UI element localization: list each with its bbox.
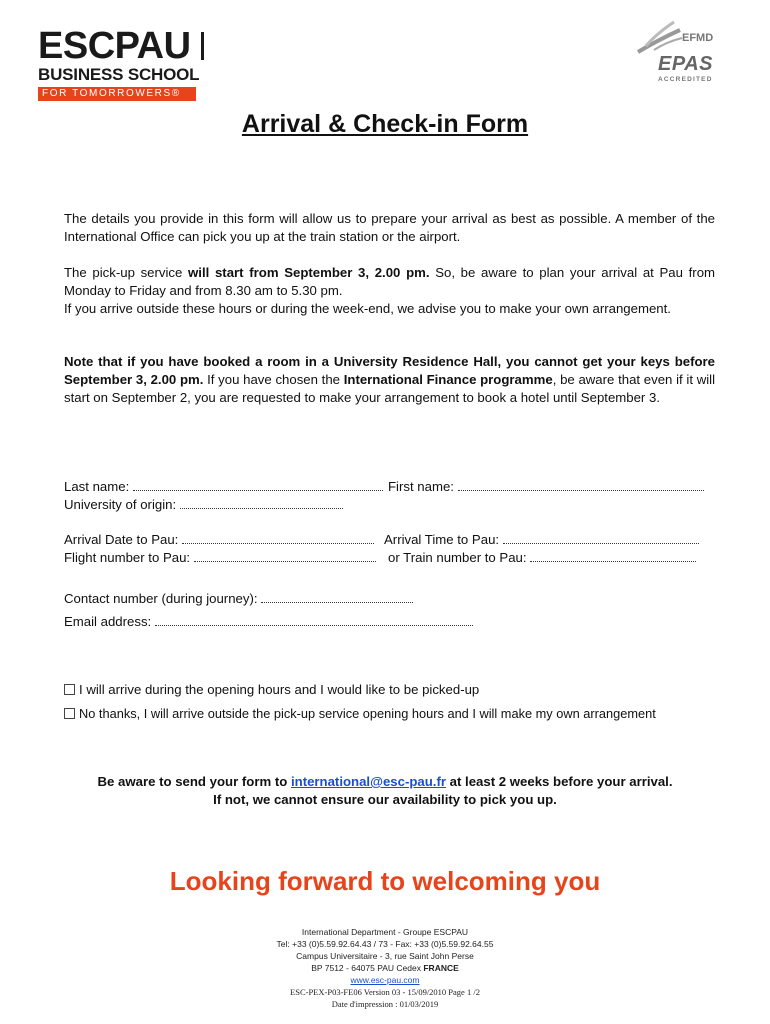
footer-campus: Campus Universitaire - 3, rue Saint John Perse	[296, 951, 474, 961]
first-name-input[interactable]	[458, 478, 704, 491]
outside-hours-paragraph: If you arrive outside these hours or during the week-end, we advise you to make your own arrangement.	[64, 301, 671, 316]
footer-department: International Department - Groupe ESCPAU	[301, 927, 469, 937]
last-name-input[interactable]	[133, 478, 383, 491]
page-title: Arrival & Check-in Form	[241, 110, 529, 138]
email-label: Email address:	[64, 614, 152, 629]
efmd-label: EFMD	[682, 32, 714, 44]
send-form-notice: Be aware to send your form to international@esc-pau.fr at least 2 weeks before your arrival.	[97, 774, 673, 789]
international-email-link[interactable]: international@esc-pau.fr	[290, 774, 446, 789]
accredited-label: ACCREDITED	[658, 76, 713, 83]
last-name-label: Last name:	[64, 479, 130, 494]
no-pickup-checkbox[interactable]	[64, 708, 75, 719]
email-input[interactable]	[155, 613, 473, 626]
arrival-time-label: Arrival Time to Pau:	[384, 532, 500, 547]
no-pickup-option-label: No thanks, I will arrive outside the pick-up service opening hours and I will make my own arrangement	[79, 706, 656, 721]
flight-number-input[interactable]	[194, 549, 376, 562]
logo-wordmark: ESCPAU	[38, 25, 191, 67]
efmd-epas-logo	[632, 18, 722, 90]
arrival-time-field[interactable]	[384, 531, 699, 549]
university-label: University of origin:	[64, 497, 177, 512]
pickup-paragraph: The pick-up service will start from September 3, 2.00 pm. So, be aware to plan your arrival at Pau from Monday to Friday and from 8.30 am to 5.30 pm.	[64, 265, 716, 298]
footer-phone: Tel: +33 (0)5.59.92.64.43 / 73 - Fax: +33 (0)5.59.92.64.55	[276, 939, 494, 949]
escpau-logo	[38, 25, 204, 101]
contact-number-label: Contact number (during journey):	[64, 591, 258, 606]
arrival-time-input[interactable]	[503, 531, 699, 544]
train-number-field[interactable]	[388, 549, 696, 567]
welcome-heading: Looking forward to welcoming you	[169, 866, 601, 896]
arrival-date-input[interactable]	[182, 531, 374, 544]
footer-website-link[interactable]: www.esc-pau.com	[350, 975, 420, 985]
footer	[0, 926, 770, 1010]
residence-note-paragraph: Note that if you have booked a room in a University Residence Hall, you cannot get your keys before September 3, 2.00 pm. If you have chosen the International Finance programme, be aware that even if it will start on September 2, you are requested to make your arrangement to book a hotel until September 3.	[64, 354, 716, 405]
availability-notice: If not, we cannot ensure our availability to pick you up.	[213, 792, 557, 807]
contact-number-field[interactable]	[64, 590, 413, 608]
train-number-input[interactable]	[530, 549, 696, 562]
pickup-checkbox[interactable]	[64, 684, 75, 695]
pickup-option-label: I will arrive during the opening hours and I would like to be picked-up	[79, 682, 480, 697]
train-number-label: or Train number to Pau:	[388, 550, 527, 565]
footer-address: BP 7512 - 64075 PAU Cedex FRANCE	[311, 963, 459, 973]
last-name-field[interactable]	[64, 478, 383, 496]
university-input[interactable]	[180, 496, 343, 509]
flight-number-label: Flight number to Pau:	[64, 550, 191, 565]
university-field[interactable]	[64, 496, 343, 514]
intro-paragraph: The details you provide in this form will allow us to prepare your arrival as best as possible. A member of the International Office can pick you up at the train station or the airport.	[64, 211, 715, 244]
footer-document-reference: ESC-PEX-P03-FE06 Version 03 - 15/09/2010 Page 1 /2	[290, 987, 480, 997]
email-field[interactable]	[64, 613, 473, 631]
pickup-option[interactable]	[64, 681, 479, 699]
no-pickup-option[interactable]	[64, 705, 656, 723]
first-name-label: First name:	[388, 479, 454, 494]
logo-tagline: FOR TOMORROWERS®	[38, 87, 196, 101]
arrival-date-label: Arrival Date to Pau:	[64, 532, 179, 547]
epas-label: EPAS	[658, 53, 713, 75]
first-name-field[interactable]	[388, 478, 704, 496]
logo-subtitle: BUSINESS SCHOOL	[38, 65, 200, 84]
footer-print-date: Date d'impression : 01/03/2019	[331, 999, 439, 1009]
arrival-date-field[interactable]	[64, 531, 374, 549]
flight-number-field[interactable]	[64, 549, 376, 567]
contact-number-input[interactable]	[261, 590, 413, 603]
